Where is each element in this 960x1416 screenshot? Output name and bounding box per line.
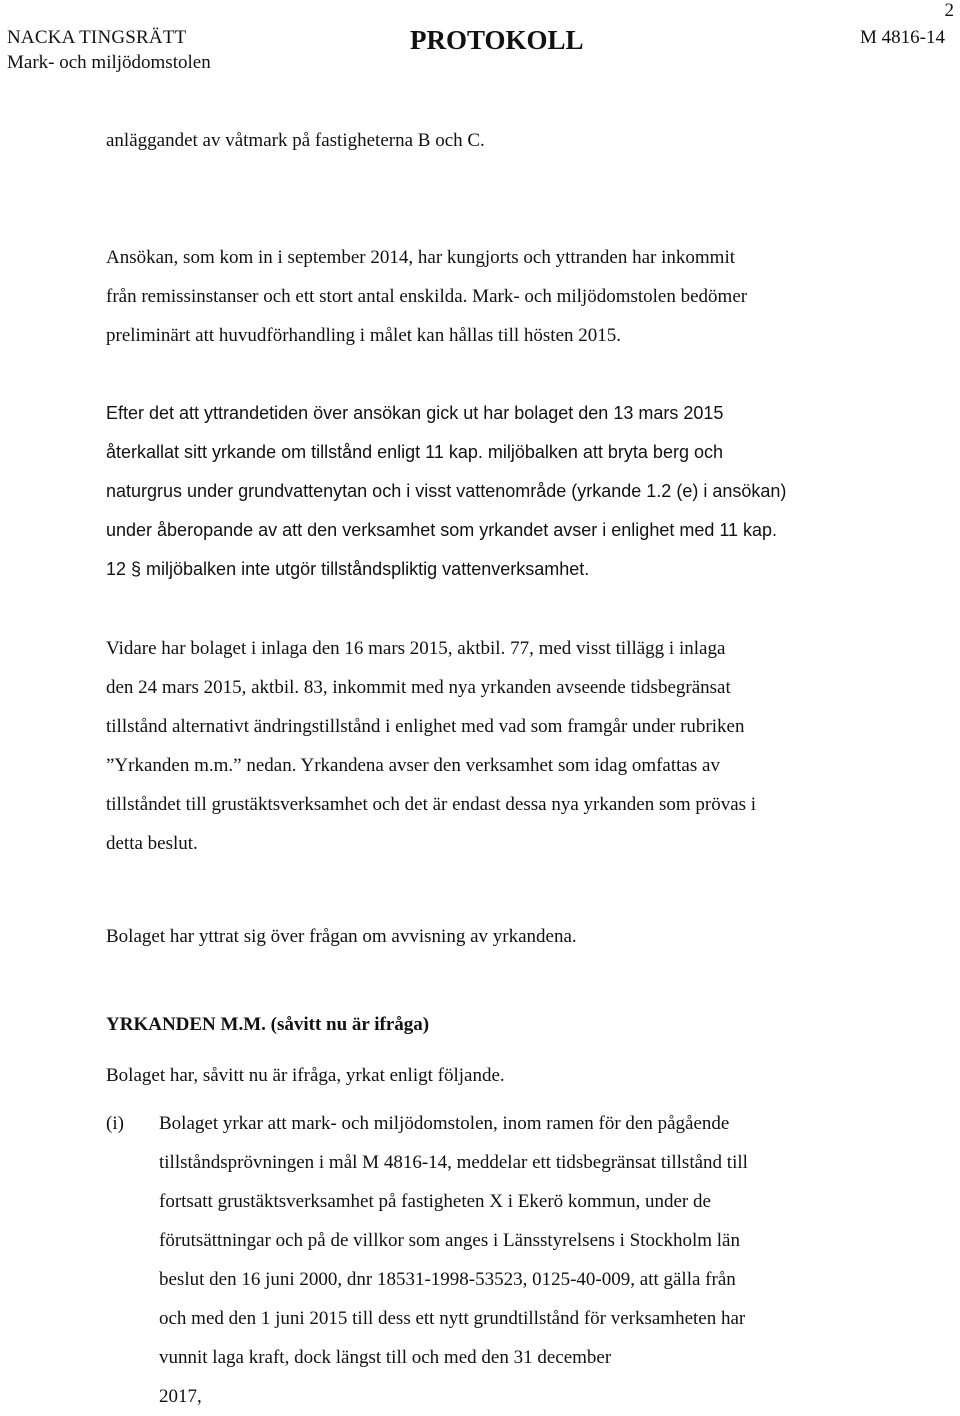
claim-line: vunnit laga kraft, dock längst till och med den 31 december	[159, 1347, 612, 1368]
claim-line: och med den 1 juni 2015 till dess ett nytt grundtillstånd för verksamheten har	[159, 1308, 746, 1329]
text-line: Bolaget har yttrat sig över frågan om avvisning av yrkandena.	[106, 926, 577, 947]
text-line: under åberopande av att den verksamhet som yrkandet avser i enlighet med 11 kap.	[106, 520, 778, 540]
court-division: Mark- och miljödomstolen	[7, 52, 211, 73]
text-line: detta beslut.	[106, 833, 198, 854]
text-line: återkallat sitt yrkande om tillstånd enligt 11 kap. miljöbalken att bryta berg och	[106, 442, 723, 462]
document-header	[7, 24, 945, 80]
text-line: Ansökan, som kom in i september 2014, har kungjorts och yttranden har inkommit	[106, 247, 736, 268]
claim-line: förutsättningar och på de villkor som anges i Länsstyrelsens i Stockholm län	[159, 1230, 740, 1251]
claim-line: tillståndsprövningen i mål M 4816-14, meddelar ett tidsbegränsat tillstånd till	[159, 1152, 748, 1173]
text-line: ”Yrkanden m.m.” nedan. Yrkandena avser den verksamhet som idag omfattas av	[106, 755, 720, 776]
paragraph-new-claims	[106, 629, 878, 863]
text-line: 12 § miljöbalken inte utgör tillståndspliktig vattenverksamhet.	[106, 559, 590, 579]
text-line: preliminärt att huvudförhandling i målet kan hållas till hösten 2015.	[106, 325, 622, 346]
case-number: M 4816-14	[860, 27, 945, 48]
section-heading: YRKANDEN M.M. (såvitt nu är ifråga)	[106, 1014, 430, 1035]
text-line: från remissinstanser och ett stort antal enskilda. Mark- och miljödomstolen bedömer	[106, 286, 748, 307]
text-line: Efter det att yttrandetiden över ansökan gick ut har bolaget den 13 mars 2015	[106, 403, 724, 423]
text-line: Bolaget har, såvitt nu är ifråga, yrkat enligt följande.	[106, 1065, 505, 1086]
paragraph-dismissal	[106, 917, 878, 956]
claim-line: fortsatt grustäktsverksamhet på fastigheten X i Ekerö kommun, under de	[159, 1191, 711, 1212]
document-type-title: PROTOKOLL	[410, 25, 584, 55]
text-line: den 24 mars 2015, aktbil. 83, inkommit med nya yrkanden avseende tidsbegränsat	[106, 677, 731, 698]
claim-line: Bolaget yrkar att mark- och miljödomstolen, inom ramen för den pågående	[159, 1113, 730, 1134]
paragraph-application	[106, 238, 878, 355]
text-line: tillstånd alternativt ändringstillstånd i enlighet med vad som framgår under rubriken	[106, 716, 745, 737]
page-number: 2	[944, 0, 954, 21]
claim-text	[159, 1104, 869, 1416]
claim-line: beslut den 16 juni 2000, dnr 18531-1998-53523, 0125-40-009, att gälla från	[159, 1269, 736, 1290]
claim-line: 2017,	[159, 1386, 202, 1407]
text-line: naturgrus under grundvattenytan och i visst vattenområde (yrkande 1.2 (e) i ansökan)	[106, 481, 787, 501]
paragraph-continuation	[106, 121, 878, 160]
text-line: tillståndet till grustäktsverksamhet och det är endast dessa nya yrkanden som prövas i	[106, 794, 757, 815]
paragraph-withdrawal	[106, 394, 878, 589]
court-name: NACKA TINGSRÄTT	[7, 27, 187, 48]
text-line: anläggandet av våtmark på fastigheterna B och C.	[106, 130, 485, 151]
claim-marker: (i)	[106, 1113, 124, 1134]
text-line: Vidare har bolaget i inlaga den 16 mars 2015, aktbil. 77, med visst tillägg i inlaga	[106, 638, 726, 659]
paragraph-claims-intro	[106, 1056, 878, 1095]
